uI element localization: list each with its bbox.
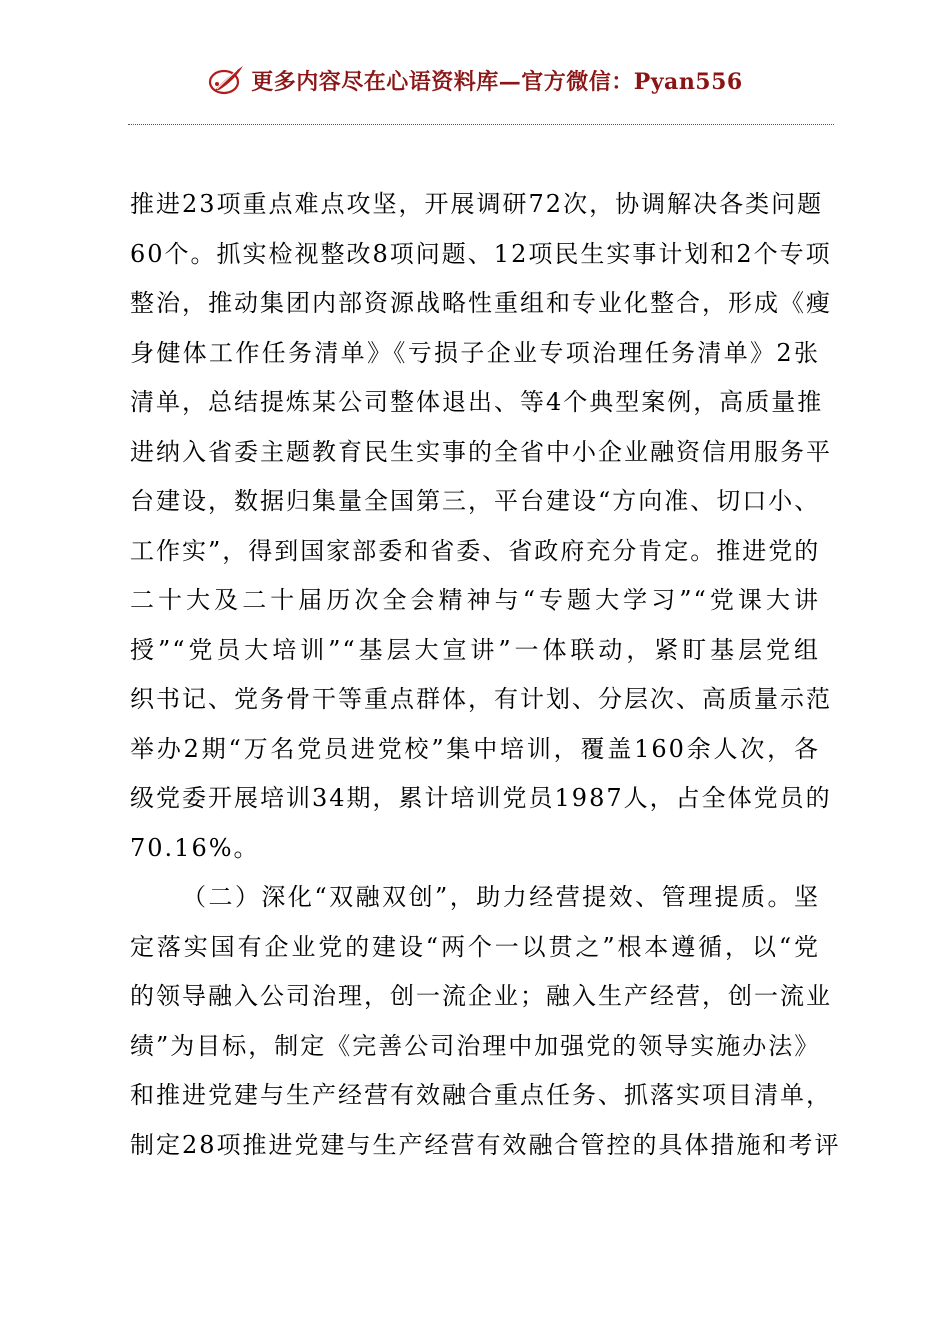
text-line: 定落实国有企业党的建设“两个一以贯之”根本遵循，以“党: [130, 932, 820, 961]
text-line: 整治，推动集团内部资源战略性重组和专业化整合，形成《瘦: [130, 289, 832, 317]
text-line: 绩”为目标，制定《完善公司治理中加强党的领导实施办法》: [130, 1031, 821, 1060]
text-line: 和推进党建与生产经营有效融合重点任务、抓落实项目清单，: [130, 1081, 832, 1109]
text-line: 工作实”，得到国家部委和省委、省政府充分肯定。推进党的: [130, 536, 821, 565]
text-line: 织书记、党务骨干等重点群体，有计划、分层次、高质量示范: [130, 685, 832, 713]
quill-pen-logo-icon: [207, 60, 247, 100]
paragraph-1: [130, 180, 832, 873]
text-line: 身健体工作任务清单》《亏损子企业专项治理任务清单》2张: [130, 338, 820, 367]
text-line: 授”“党员大培训”“基层大宣讲”一体联动，紧盯基层党组: [130, 635, 820, 664]
document-body: [130, 180, 841, 1170]
header-divider: [128, 124, 834, 125]
text-line: 举办2期“万名党员进党校”集中培训，覆盖160余人次，各: [130, 734, 820, 763]
text-line: 进纳入省委主题教育民生实事的全省中小企业融资信用服务平: [130, 437, 832, 466]
text-line: 的领导融入公司治理，创一流企业；融入生产经营，创一流业: [130, 982, 832, 1010]
header-title: 更多内容尽在心语资料库—官方微信：Pyan556: [251, 68, 743, 95]
page-header: [0, 52, 950, 108]
text-line: 二十大及二十届历次全会精神与“专题大学习”“党课大讲: [130, 586, 820, 614]
text-line: 推进23项重点难点攻坚，开展调研72次，协调解决各类问题: [130, 190, 824, 218]
text-line: 台建设，数据归集量全国第三，平台建设“方向准、切口小、: [130, 487, 821, 515]
text-line: 清单，总结提炼某公司整体退出、等4个典型案例，高质量推: [130, 388, 824, 416]
text-line: 70.16%。: [130, 833, 260, 862]
text-line: 60个。抓实检视整改8项问题、12项民生实事计划和2个专项: [130, 239, 832, 268]
text-line: 级党委开展培训34期，累计培训党员1987人，占全体党员的: [130, 784, 832, 812]
text-line: （二）深化“双融双创”，助力经营提效、管理提质。坚: [182, 883, 820, 911]
text-line: 制定28项推进党建与生产经营有效融合管控的具体措施和考评: [130, 1130, 841, 1159]
paragraph-2: [130, 873, 841, 1170]
